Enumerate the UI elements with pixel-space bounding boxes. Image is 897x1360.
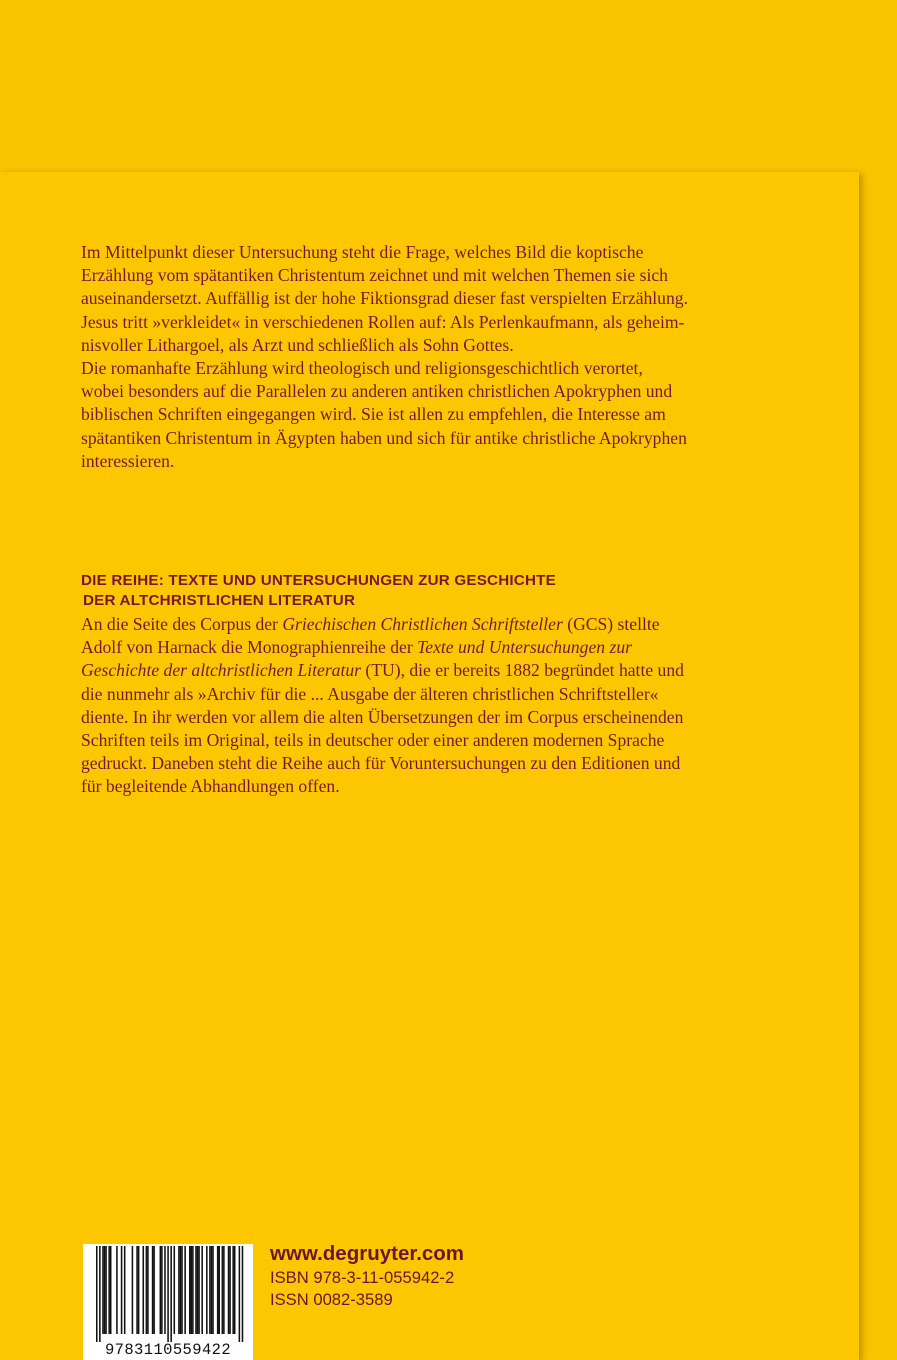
series-line: Schriften teils im Original, teils in deutscher oder einer anderen modernen Sprache	[81, 730, 665, 751]
issn-number: ISSN 0082-3589	[270, 1290, 393, 1309]
barcode-bar	[108, 1246, 110, 1334]
description-line: Die romanhafte Erzählung wird theologisch und religionsgeschichtlich verortet,	[81, 358, 643, 379]
series-line	[81, 659, 801, 682]
barcode-bar	[180, 1246, 182, 1334]
description-line: Jesus tritt »verkleidet« in verschiedenen Rollen auf: Als Perlenkaufmann, als geheim-	[81, 311, 685, 332]
series-title-tu: Texte und Untersuchungen zur	[417, 637, 632, 658]
barcode-bar	[153, 1246, 155, 1334]
barcode-bar	[178, 1246, 180, 1334]
series-title-gcs: Griechischen Christlichen Schriftsteller	[282, 614, 563, 634]
barcode-bar	[167, 1246, 169, 1342]
description-line: interessieren.	[81, 450, 175, 471]
book-description	[81, 241, 801, 473]
description-line: spätantiken Christentum in Ägypten haben und sich für antike christliche Apokryphen	[81, 427, 687, 448]
barcode-bar	[228, 1246, 230, 1334]
barcode-bar	[222, 1246, 224, 1334]
series-title-tu: Geschichte der altchristlichen Literatur	[81, 660, 361, 681]
publisher-url: www.degruyter.com	[270, 1242, 465, 1265]
series-line: gedruckt. Daneben steht die Reihe auch für Voruntersuchungen zu den Editionen und	[81, 753, 681, 774]
series-line	[81, 636, 801, 659]
description-line: nisvoller Lithargoel, als Arzt und schließlich als Sohn Gottes.	[81, 334, 514, 355]
barcode-bar	[184, 1246, 186, 1334]
barcode-bar	[96, 1246, 98, 1342]
series-description	[81, 571, 801, 799]
barcode-bar	[161, 1246, 163, 1334]
barcode-bar	[232, 1246, 234, 1334]
description-line: Erzählung vom spätantiken Christentum zeichnet und mit welchen Themen sie sich	[81, 265, 668, 286]
barcode-bar	[191, 1246, 193, 1334]
barcode-bar	[206, 1246, 208, 1334]
barcode-bar	[217, 1246, 219, 1334]
barcode-bar	[201, 1246, 203, 1334]
barcode-graphic	[83, 1244, 253, 1360]
barcode-bar	[160, 1246, 162, 1334]
barcode-bar	[209, 1246, 211, 1334]
barcode-bar	[242, 1246, 244, 1342]
barcode-bar	[110, 1246, 112, 1334]
isbn-barcode	[83, 1244, 253, 1360]
barcode-bar	[99, 1246, 101, 1342]
description-line: wobei besonders auf die Parallelen zu anderen antiken christlichen Apokryphen und	[81, 381, 673, 402]
barcode-bar	[164, 1246, 166, 1334]
barcode-bar	[152, 1246, 154, 1334]
series-line: die nunmehr als »Archiv für die ... Ausgabe der älteren christlichen Schriftsteller«	[81, 683, 659, 704]
series-text: Adolf von Harnack die Monographienreihe der	[81, 637, 418, 658]
series-line	[81, 613, 801, 636]
barcode-bar	[223, 1246, 225, 1334]
barcode-bar	[104, 1246, 106, 1334]
barcode-bar	[218, 1246, 220, 1334]
barcode-bar	[147, 1246, 149, 1334]
barcode-bar	[132, 1246, 134, 1334]
barcode-bar	[136, 1246, 138, 1334]
barcode-digits: 9783110559422	[104, 1341, 232, 1359]
description-line: Im Mittelpunkt dieser Untersuchung steht die Frage, welches Bild die koptische	[81, 242, 644, 262]
barcode-bar	[143, 1246, 145, 1334]
barcode-bar	[121, 1246, 123, 1334]
barcode-bar	[102, 1246, 104, 1334]
series-heading-line: DER ALTCHRISTLICHEN LITERATUR	[83, 592, 356, 609]
barcode-bar	[170, 1246, 172, 1342]
series-text: (GCS) stellte	[562, 614, 660, 634]
barcode-bar	[197, 1246, 199, 1334]
barcode-bar	[195, 1246, 197, 1334]
publisher-imprint	[270, 1241, 464, 1311]
series-heading	[81, 571, 801, 611]
barcode-bar	[189, 1246, 191, 1334]
barcode-bar	[174, 1246, 176, 1334]
series-heading-line: DIE REIHE: TEXTE UND UNTERSUCHUNGEN ZUR GESCHICHTE	[81, 572, 556, 589]
barcode-bar	[229, 1246, 231, 1334]
series-text: (TU), die er bereits 1882 begründet hatte und	[361, 660, 684, 681]
barcode-bar	[105, 1246, 107, 1334]
barcode-bar	[116, 1246, 118, 1334]
barcode-bar	[181, 1246, 183, 1334]
barcode-bar	[239, 1246, 241, 1342]
barcode-bar	[192, 1246, 194, 1334]
isbn-number: ISBN 978-3-11-055942-2	[270, 1268, 455, 1287]
series-body	[81, 613, 801, 799]
series-text: An die Seite des Corpus der	[81, 614, 283, 634]
barcode-bar	[138, 1246, 140, 1334]
description-line: biblischen Schriften eingegangen wird. Sie ist allen zu empfehlen, die Interesse am	[81, 404, 666, 425]
series-line: diente. In ihr werden vor allem die alten Übersetzungen der im Corpus erscheinenden	[81, 706, 684, 727]
barcode-bar	[211, 1246, 213, 1334]
barcode-bar	[124, 1246, 126, 1334]
barcode-bar	[234, 1246, 236, 1334]
barcode-bar	[212, 1246, 214, 1334]
barcode-bar	[198, 1246, 200, 1334]
series-line: für begleitende Abhandlungen offen.	[81, 776, 340, 797]
description-line: auseinandersetzt. Auffällig ist der hohe Fiktionsgrad dieser fast verspielten Erzählung.	[81, 288, 688, 309]
barcode-bar	[146, 1246, 148, 1334]
